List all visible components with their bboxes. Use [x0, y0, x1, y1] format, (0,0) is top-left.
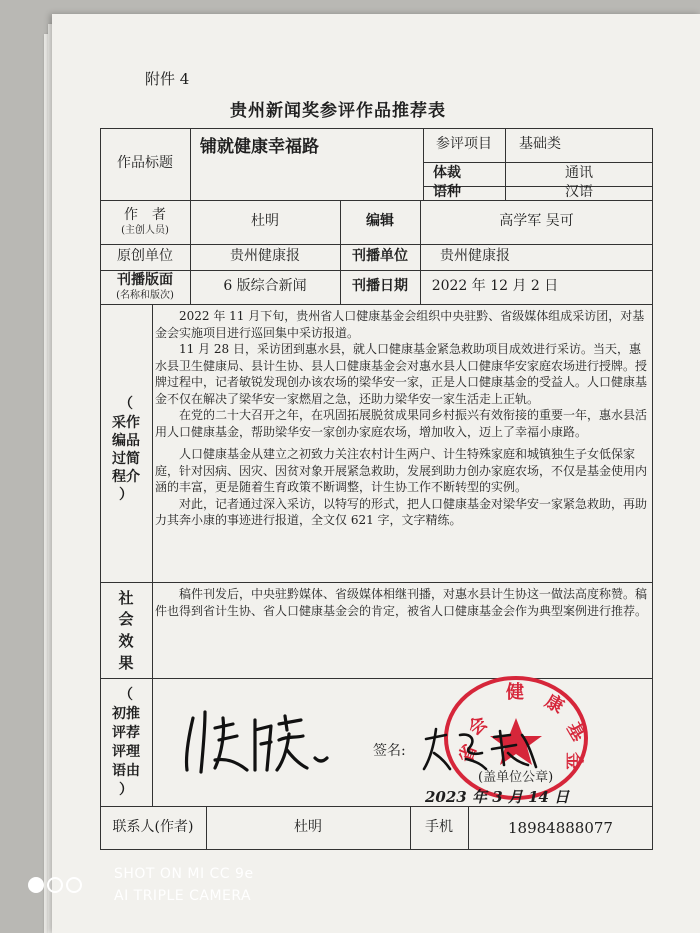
process-paragraph: 2022 年 11 月下旬，贵州省人口健康基金会组织中央驻黔、省级媒体组成采访团，对基金会实施项目进行巡回集中采访报道。: [155, 309, 645, 340]
seal-char: 省: [455, 741, 482, 766]
label-char: 会: [118, 610, 134, 629]
language-label: 语种: [433, 184, 461, 201]
impact-label: [100, 586, 152, 676]
genre-label: 体裁: [433, 165, 461, 182]
sign-date: 2023 年 3 月 14 日: [425, 788, 570, 806]
category-value: 基础类: [519, 136, 561, 153]
camera-dot-icon: [66, 877, 82, 893]
author-value: 杜明: [251, 213, 279, 230]
impact-paragraph: 稿件刊发后，中央驻黔媒体、省级媒体相继刊播，对惠水县计生协这一做法高度称赞。稿件也得到省计生协、省人口健康基金会的肯定，被省人口健康基金会作为典型案例进行推荐。: [155, 587, 648, 618]
phone-label: 手机: [425, 819, 453, 836]
seal-note: (盖单位公章): [478, 770, 554, 785]
work-title-label: 作品标题: [117, 155, 173, 172]
recommend-label: [100, 684, 152, 802]
seal-char: 基: [562, 718, 590, 745]
origin-unit-label: 原创单位: [117, 248, 173, 265]
label-char: [112, 450, 140, 468]
label-char: [112, 414, 140, 432]
camera-watermark-line2: AI TRIPLE CAMERA: [114, 888, 252, 904]
process-paragraph: 对此，记者通过深入采访，以特写的形式，把人口健康基金对梁华安一家紧急救助，再助力其奔小康的事迹进行报道，全文仅 621 字，文字精练。: [155, 496, 648, 527]
camera-watermark-line1: SHOT ON MI CC 9e: [114, 866, 254, 882]
publish-date-label: 刊播日期: [352, 278, 408, 295]
camera-dot-icon: [47, 877, 63, 893]
contact-value: 杜明: [294, 819, 322, 836]
label-char: 果: [118, 653, 134, 672]
label-char: （: [119, 396, 133, 413]
author-label-sub: (主创人员): [121, 224, 169, 236]
label-char: 作: [126, 414, 140, 431]
label-char: 评荐: [112, 725, 140, 742]
layout-value: 6 版综合新闻: [223, 278, 307, 295]
author-label-main: 作 者: [124, 207, 166, 223]
category-label: 参评项目: [436, 136, 492, 153]
handwritten-recommendation: [175, 700, 365, 780]
seal-char: 会: [464, 712, 492, 740]
label-char: 评理: [112, 744, 140, 760]
publish-unit-value: 贵州健康报: [440, 248, 510, 265]
contact-label: 联系人(作者): [112, 819, 194, 836]
process-paragraph: 11 月 28 日，采访团到惠水县，就人口健康基金紧急救助项目成效进行采访。当天，惠水县卫生健康局、县计生协、县人口健康基金会对惠水县人口健康华安家庭农场进行授牌。授牌过程中，记者敏锐发现创办该农场的梁华安一家，正是人口健康基金的受益人。人口健康基金不仅在解决了梁华安一家燃眉之急，还助力梁华安一家生活走上正轨。: [155, 342, 648, 406]
publish-unit-label: 刊播单位: [352, 248, 408, 265]
process-text: [155, 308, 649, 529]
row-divider: [100, 304, 653, 305]
label-char: 简: [126, 451, 140, 467]
label-char: 编: [112, 432, 126, 449]
origin-unit-value: 贵州健康报: [230, 248, 300, 265]
layout-label-main: 刊播版面: [117, 272, 173, 288]
label-char: 程: [112, 469, 126, 486]
phone-value: 18984888077: [508, 818, 613, 837]
form-title: 贵州新闻奖参评作品推荐表: [230, 101, 446, 121]
editor-label: 编辑: [366, 213, 394, 230]
camera-dot-icon: [28, 877, 44, 893]
label-char: 语由: [112, 762, 140, 779]
label-char: 介: [126, 469, 140, 486]
seal-char: 健: [506, 682, 524, 703]
label-char: 初推: [112, 706, 140, 723]
attachment-number: 附件 4: [145, 70, 190, 88]
label-char: 品: [126, 432, 140, 449]
work-title-value: 铺就健康幸福路: [200, 137, 319, 158]
genre-value: 通讯: [565, 165, 593, 182]
seal-char: 金: [563, 752, 584, 770]
language-value: 汉语: [565, 184, 593, 201]
editor-value: 高学军 吴可: [499, 213, 574, 230]
label-char: 社: [118, 588, 134, 607]
layout-label: [100, 270, 190, 304]
label-char: ）: [119, 781, 133, 798]
label-char: [112, 432, 140, 450]
author-label: [100, 200, 190, 244]
process-paragraph: 在党的二十大召开之年，在巩固拓展脱贫成果同乡村振兴有效衔接的重要一年，惠水县活用人口健康基金，帮助梁华安一家创办家庭农场，增加收入，迈上了幸福小康路。: [155, 408, 648, 439]
label-char: ）: [119, 487, 133, 504]
label-char: 采: [112, 414, 126, 431]
process-label: [100, 396, 152, 504]
label-char: 效: [118, 632, 134, 650]
process-paragraph: 人口健康基金从建立之初致力关注农村计生两户、计生特殊家庭和城镇独生子女低保家庭，针对因病、因灾、因贫对象开展紧急救助，发展到助力创办家庭农场，不仅是基金使用内涵的丰富，更是随着生育政策不断调整，计生协工作不断转型的实例。: [155, 447, 648, 494]
label-char: [112, 468, 140, 486]
label-char: 过: [112, 451, 126, 467]
signature-label: 签名:: [373, 743, 406, 759]
col-divider: [152, 304, 153, 806]
layout-label-sub: (名称和版次): [116, 289, 174, 301]
camera-logo: [28, 877, 82, 893]
publish-date-value: 2022 年 12 月 2 日: [431, 278, 559, 295]
seal-char: 康: [541, 690, 568, 718]
label-char: （: [119, 687, 133, 704]
impact-text: [155, 586, 649, 619]
row-divider: [100, 582, 653, 583]
